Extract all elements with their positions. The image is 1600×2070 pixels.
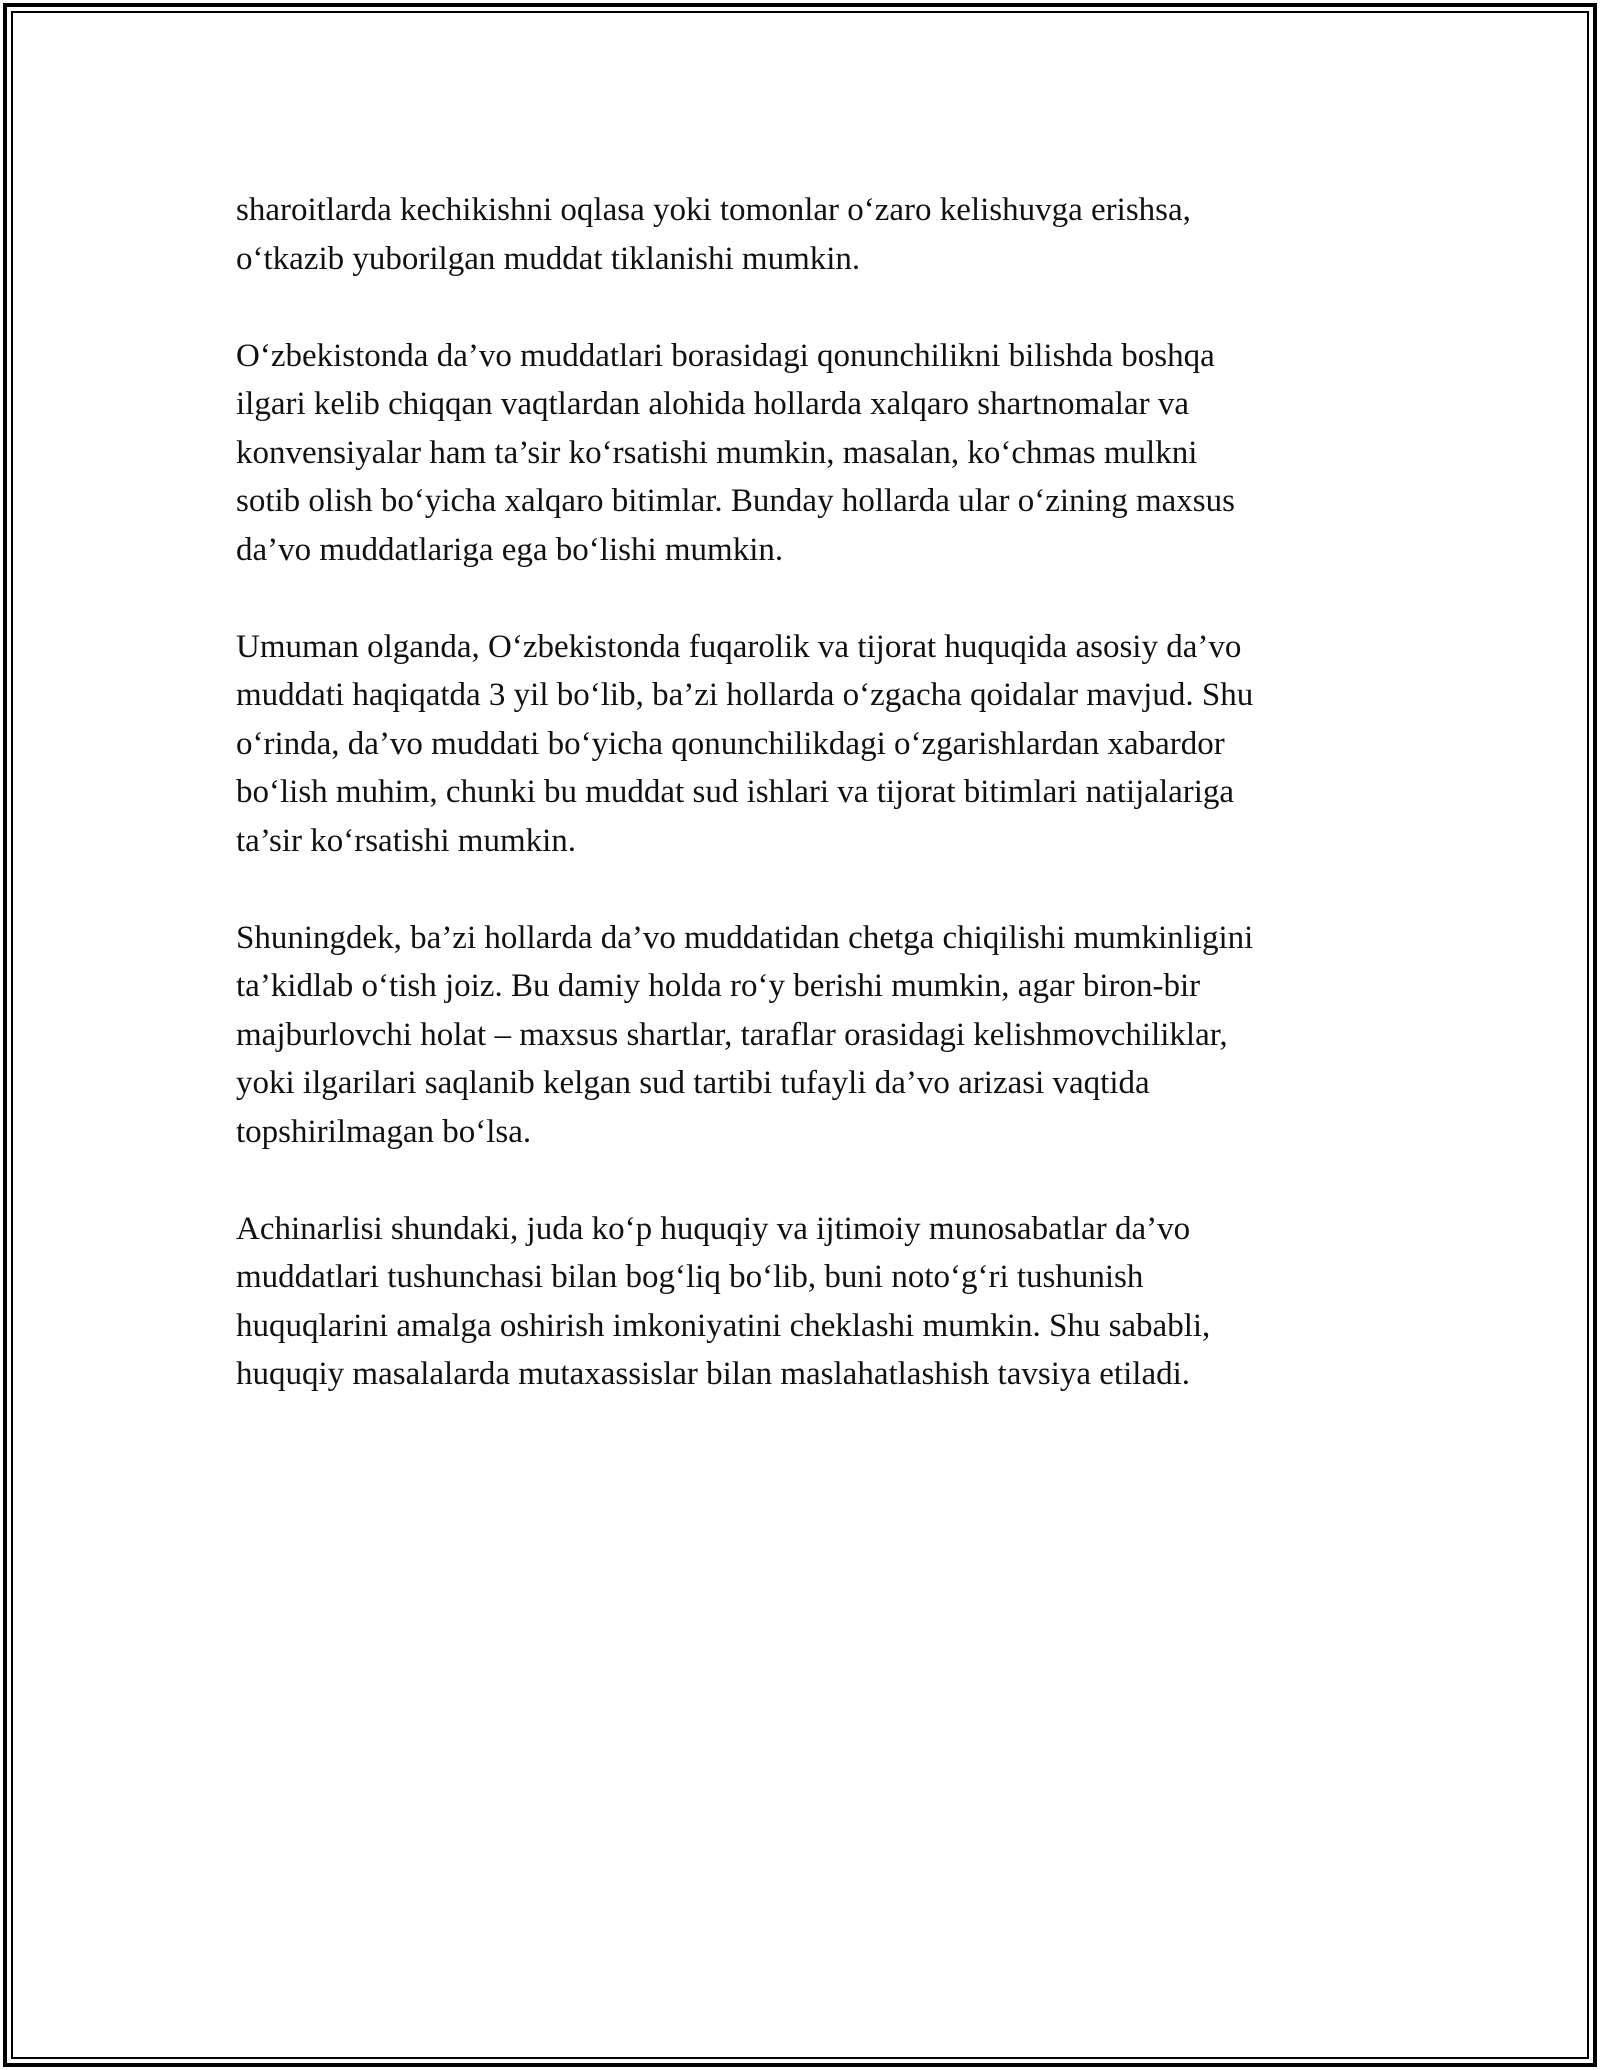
paragraph-line: huquqlarini amalga oshirish imkoniyatini cheklashi mumkin. Shu sababli, xyxy=(236,1307,1211,1344)
paragraph-line: topshirilmagan bo‘lsa. xyxy=(236,1113,532,1150)
paragraph-line: Achinarlisi shundaki, juda ko‘p huquqiy va ijtimoiy munosabatlar da’vo xyxy=(236,1210,1191,1247)
paragraph-line: huquqiy masalalarda mutaxassislar bilan maslahatlashish tavsiya etiladi. xyxy=(236,1356,1191,1392)
paragraph-line: da’vo muddatlariga ega bo‘lishi mumkin. xyxy=(236,531,784,568)
paragraph-line: sotib olish bo‘yicha xalqaro bitimlar. Bunday hollarda ular o‘zining maxsus xyxy=(236,483,1235,519)
paragraph-line: Umuman olganda, O‘zbekistonda fuqarolik va tijorat huquqida asosiy da’vo xyxy=(236,628,1242,665)
paragraph-line: bo‘lish muhim, chunki bu muddat sud ishlari va tijorat bitimlari natijalariga xyxy=(236,774,1235,810)
paragraph-line: O‘zbekistonda da’vo muddatlari borasidagi qonunchilikni bilishda boshqa xyxy=(236,337,1215,374)
paragraph-1 xyxy=(236,186,1386,283)
paragraph-5 xyxy=(236,1205,1386,1399)
paragraph-line: majburlovchi holat – maxsus shartlar, taraflar orasidagi kelishmovchiliklar, xyxy=(236,1016,1228,1053)
paragraph-2 xyxy=(236,332,1386,575)
document-body xyxy=(236,186,1386,1447)
paragraph-line: ta’sir ko‘rsatishi mumkin. xyxy=(236,822,577,859)
paragraph-line: o‘tkazib yuborilgan muddat tiklanishi mumkin. xyxy=(236,240,861,277)
paragraph-line: ilgari kelib chiqqan vaqtlardan alohida hollarda xalqaro shartnomalar va xyxy=(236,386,1189,422)
paragraph-line: Shuningdek, ba’zi hollarda da’vo muddatidan chetga chiqilishi mumkinligini xyxy=(236,919,1254,956)
paragraph-line: konvensiyalar ham ta’sir ko‘rsatishi mumkin, masalan, ko‘chmas mulkni xyxy=(236,434,1198,471)
paragraph-3 xyxy=(236,623,1386,866)
paragraph-line: yoki ilgarilari saqlanib kelgan sud tartibi tufayli da’vo arizasi vaqtida xyxy=(236,1065,1150,1101)
paragraph-line: muddati haqiqatda 3 yil bo‘lib, ba’zi hollarda o‘zgacha qoidalar mavjud. Shu xyxy=(236,677,1254,713)
paragraph-line: sharoitlarda kechikishni oqlasa yoki tomonlar o‘zaro kelishuvga erishsa, xyxy=(236,192,1191,228)
paragraph-4 xyxy=(236,914,1386,1157)
paragraph-line: o‘rinda, da’vo muddati bo‘yicha qonunchilikdagi o‘zgarishlardan xabardor xyxy=(236,725,1225,762)
paragraph-line: ta’kidlab o‘tish joiz. Bu damiy holda ro‘y berishi mumkin, agar biron-bir xyxy=(236,968,1201,1004)
paragraph-line: muddatlari tushunchasi bilan bog‘liq bo‘lib, buni noto‘g‘ri tushunish xyxy=(236,1259,1144,1295)
